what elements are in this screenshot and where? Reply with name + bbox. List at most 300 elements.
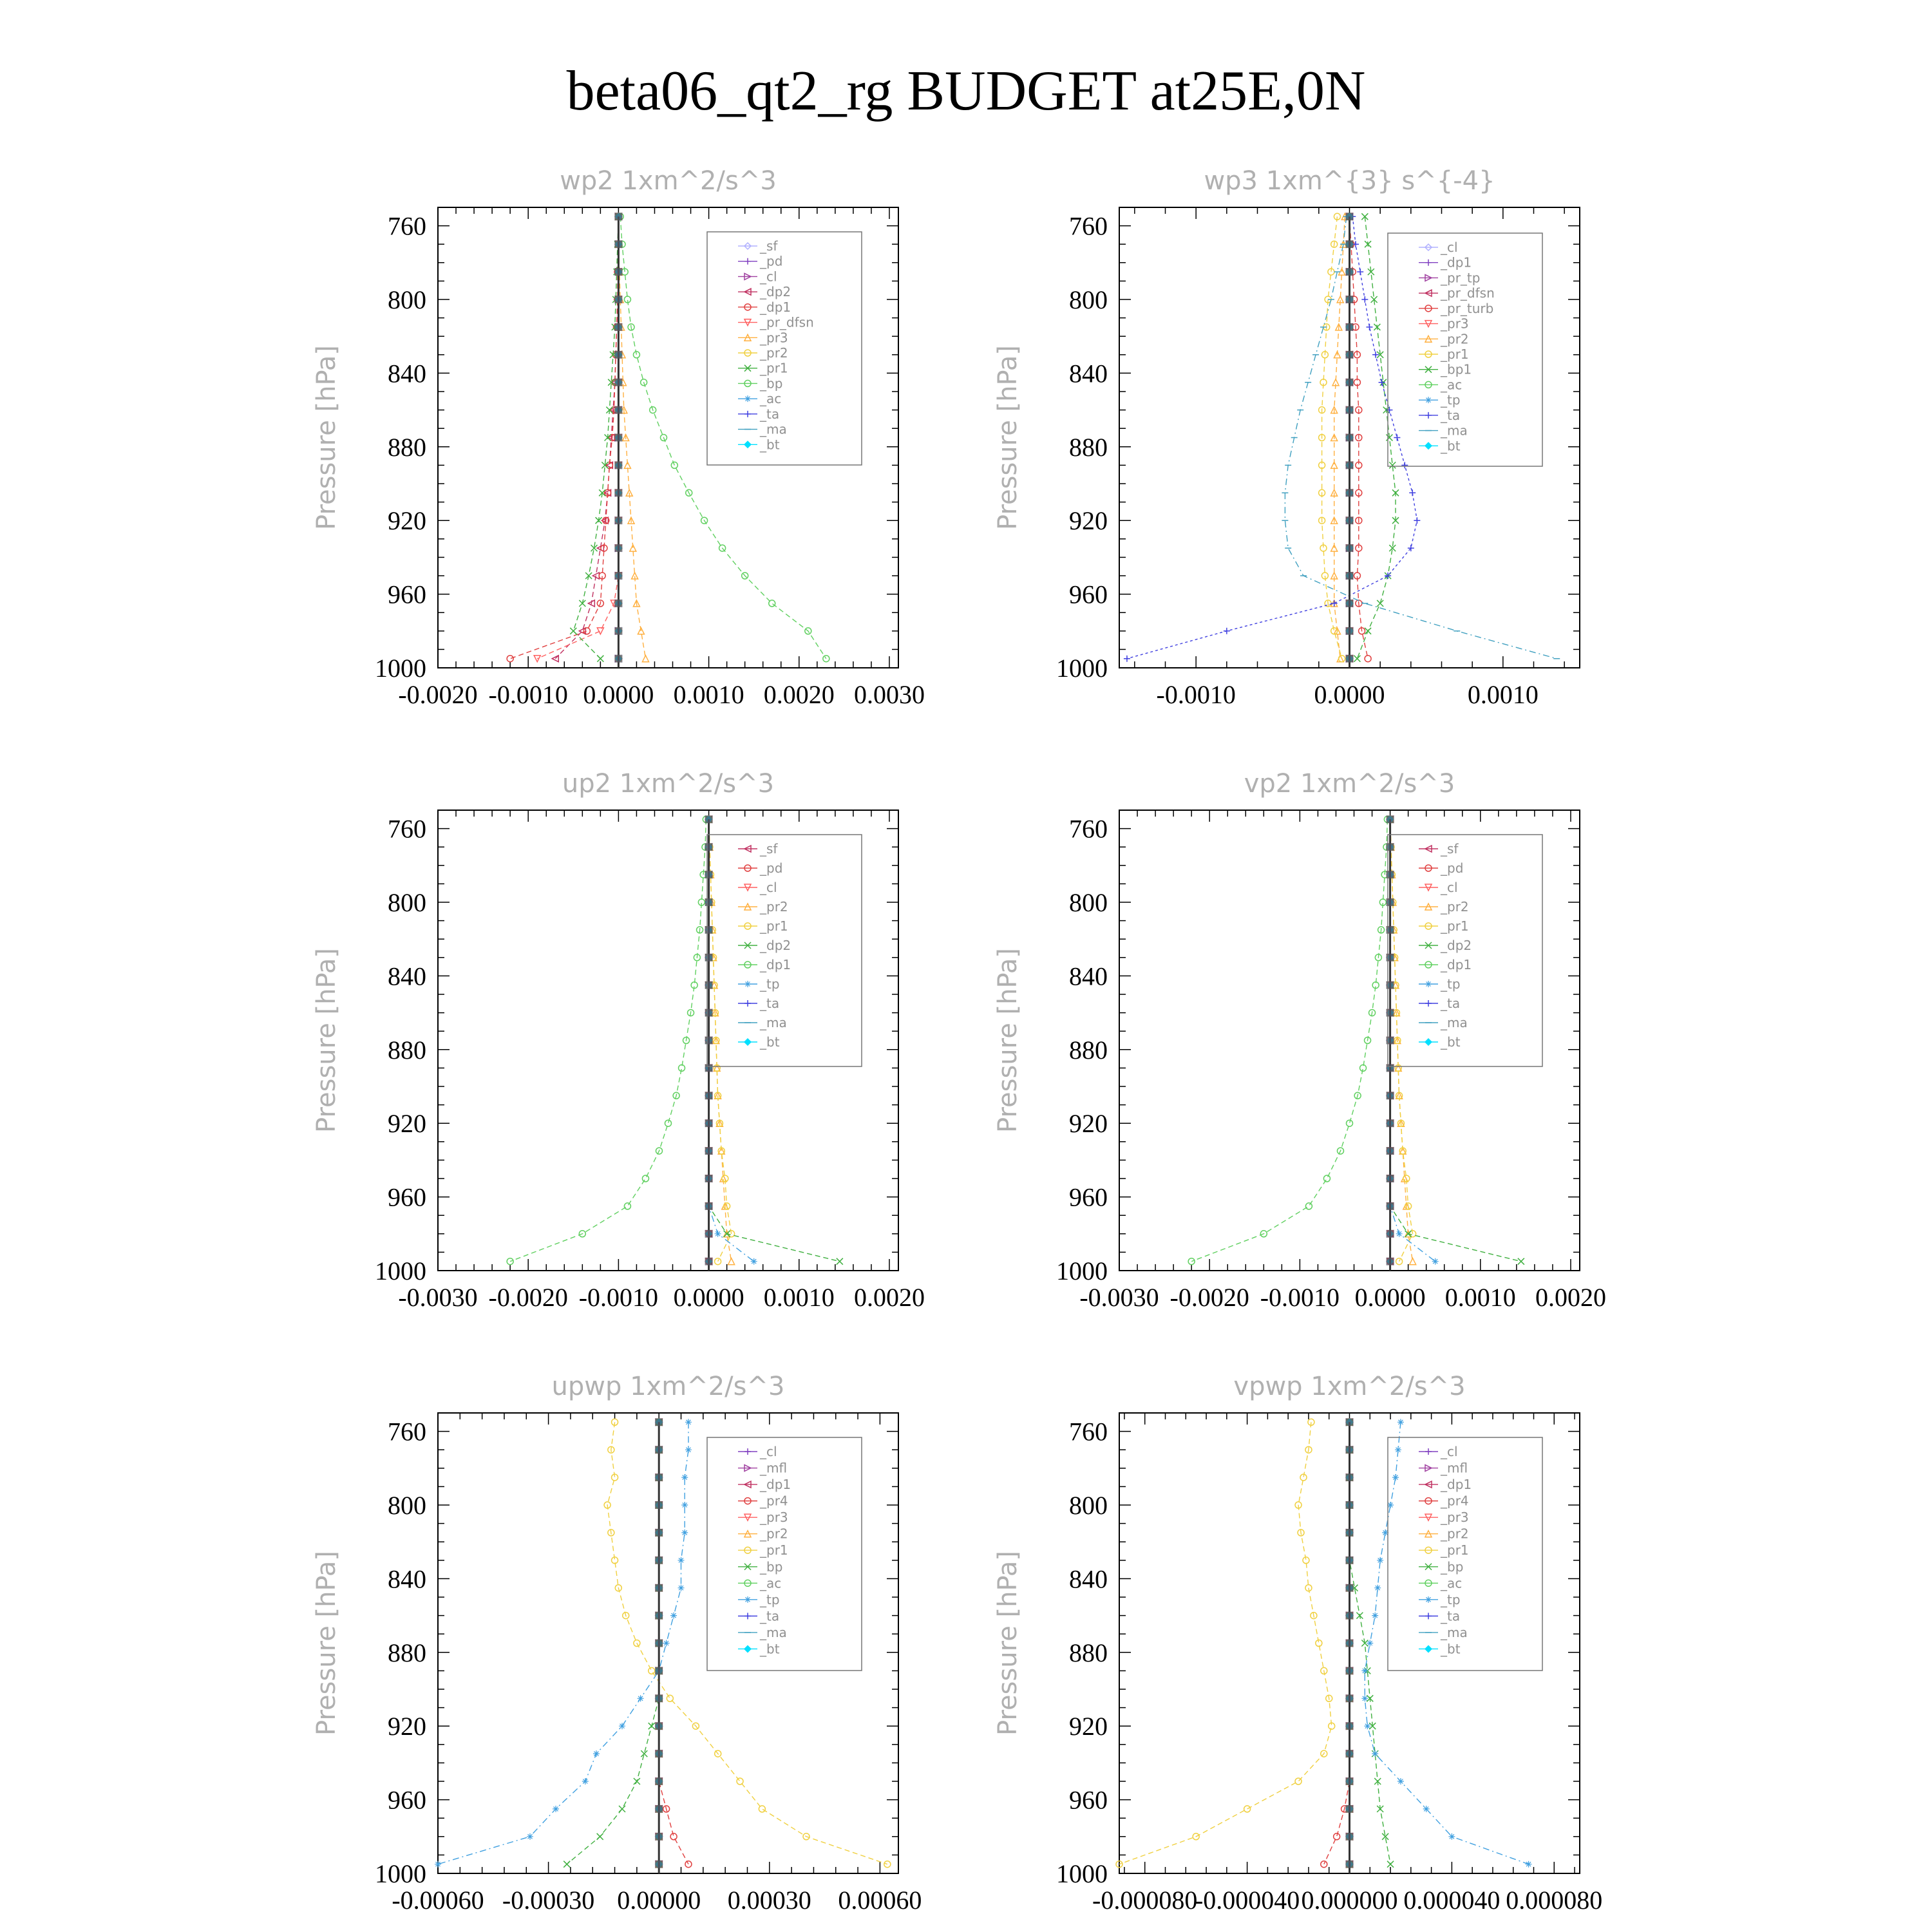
data-point [1526,1861,1532,1868]
legend-marker [1425,397,1432,403]
legend-label: _ac [760,1575,782,1591]
data-point [633,352,639,358]
legend-label: _dp2 [760,284,791,300]
panel-title: wp3 1xm^{3} s^{-4} [1204,166,1495,196]
data-point [1409,489,1416,496]
legend-label: _cl [760,880,777,895]
legend-marker [744,258,751,265]
series-line [607,1422,887,1864]
data-point [553,1806,559,1812]
legend [707,232,862,465]
legend [1388,233,1542,466]
legend-label: _ac [1441,377,1463,393]
series-dp1 [1188,816,1390,1264]
panel-title: wp2 1xm^2/s^3 [560,166,777,196]
zero-marker [705,981,713,989]
y-tick-label: 920 [388,1109,426,1139]
legend-label: _dp1 [1441,254,1472,270]
x-tick-label: -0.0020 [398,680,478,709]
zero-marker [705,1175,713,1182]
zero-marker [655,1640,663,1647]
legend [1388,1437,1542,1671]
zero-marker [1346,1694,1354,1702]
zero-marker [1346,323,1354,331]
legend-label: _pr1 [1441,346,1469,362]
y-axis-label: Pressure [hPa] [312,948,341,1133]
data-point [685,1446,692,1453]
data-point [667,1695,673,1701]
zero-marker [1346,1612,1354,1620]
data-point [1372,1613,1378,1619]
zero-marker [705,1119,713,1127]
data-point [1377,1557,1383,1564]
legend-label: _bt [1441,438,1461,454]
series-bp [564,1419,662,1867]
legend-marker [1425,1038,1432,1046]
panel-title: up2 1xm^2/s^3 [562,769,775,799]
zero-marker [614,627,622,635]
series-line [620,216,826,658]
data-point [769,600,775,607]
zero-marker [614,461,622,469]
legend-label: _bt [1441,1034,1461,1050]
legend-marker [1425,1448,1432,1455]
legend-marker [1425,412,1432,419]
zero-marker [1346,1584,1354,1592]
data-point [1392,1474,1399,1481]
legend-label: _ma [1441,1015,1468,1030]
legend-label: _bp [1441,1558,1464,1575]
zero-marker [705,1009,713,1017]
x-tick-label: 0.0010 [1444,1283,1516,1312]
data-point [685,1419,692,1425]
legend-label: _ta [1441,1608,1461,1624]
panel-title: vpwp 1xm^2/s^3 [1233,1372,1466,1401]
zero-marker [655,1667,663,1674]
zero-marker [1346,1861,1354,1868]
zero-marker [1387,1092,1394,1099]
zero-marker [655,1750,663,1757]
y-tick-label: 840 [1069,1564,1108,1594]
zero-marker [655,1777,663,1785]
data-point [1366,324,1372,330]
legend-label: _ac [760,391,782,407]
data-point [670,1833,677,1840]
legend-label: _dp1 [1441,957,1472,972]
legend-label: _pr3 [760,330,788,346]
data-point [678,1557,685,1564]
legend-label: _tp [760,976,780,992]
zero-marker [614,323,622,331]
legend [1388,835,1542,1066]
legend-label: _pr2 [1441,1526,1469,1542]
legend-label: _pr3 [1441,1510,1469,1526]
y-tick-label: 920 [388,506,426,536]
legend-marker [1425,1596,1432,1603]
zero-marker [655,1418,663,1426]
data-point [1410,1258,1416,1265]
x-tick-label: 0.0020 [1535,1283,1606,1312]
data-point [1323,1175,1330,1182]
legend-marker [744,1596,751,1603]
x-tick-label: -0.0010 [488,680,568,709]
x-tick-label: 0.0000 [1354,1283,1426,1312]
zero-marker [614,655,622,663]
legend-label: _tp [1441,392,1461,408]
zero-marker [705,1147,713,1155]
data-point [582,1778,589,1785]
series-pr1 [570,213,621,661]
y-tick-label: 1000 [375,1256,426,1285]
data-point [1295,1778,1302,1785]
y-tick-label: 880 [388,432,426,462]
data-point [1387,1861,1394,1868]
legend-label: _pr_dfsn [1441,285,1495,301]
data-point [624,462,630,468]
y-tick-label: 880 [388,1638,426,1667]
data-point [593,1750,600,1757]
legend-label: _dp1 [1441,1477,1472,1493]
legend-label: _mfl [1441,1460,1468,1476]
data-point [564,1861,570,1868]
zero-marker [614,268,622,276]
zero-marker [1346,268,1354,276]
legend-label: _ta [1441,407,1461,423]
zero-marker [1387,1230,1394,1238]
legend-label: _bt [760,437,780,453]
x-tick-label: 0.0010 [763,1283,835,1312]
series-line [1127,216,1417,658]
zero-marker [1346,600,1354,607]
series-line [510,819,706,1261]
zero-marker [655,1501,663,1509]
data-point [597,1833,603,1840]
x-tick-label: -0.0020 [1170,1283,1249,1312]
legend-label: _tp [760,1591,780,1607]
chart-panel-vpwp [993,1372,1602,1915]
y-tick-label: 760 [388,814,426,844]
x-tick-label: 0.0030 [853,680,925,709]
y-tick-label: 960 [388,580,426,609]
y-axis-label: Pressure [hPa] [993,1551,1023,1736]
data-point [1321,1861,1327,1868]
zero-marker [655,1722,663,1730]
zero-marker [705,815,713,823]
legend-label: _dp1 [760,299,791,315]
data-point [1361,1667,1368,1674]
legend-label: _dp2 [1441,938,1472,953]
y-tick-label: 880 [1069,1035,1108,1065]
zero-marker [1346,1501,1354,1509]
legend-label: _pd [760,253,783,269]
data-point [1334,1833,1340,1840]
data-point [527,1833,533,1840]
plot-frame [438,207,898,668]
data-point [642,1175,649,1182]
legend-marker [744,395,751,402]
y-tick-label: 800 [388,888,426,917]
data-point [507,656,513,662]
legend-label: _bt [1441,1641,1461,1657]
zero-marker [614,406,622,414]
x-tick-label: 0.00060 [838,1886,922,1915]
legend-label: _bt [760,1034,780,1050]
panel-title: vp2 1xm^2/s^3 [1244,769,1455,799]
data-point [751,1258,757,1265]
zero-marker [1346,572,1354,580]
y-tick-label: 840 [1069,961,1108,991]
series-pr1 [1116,1419,1335,1867]
data-point [1361,1695,1368,1701]
data-point [1305,1203,1312,1209]
data-point [884,1861,891,1868]
zero-marker [1346,351,1354,359]
zero-marker [705,1258,713,1265]
zero-marker [1346,1529,1354,1537]
series-line [1119,1422,1332,1864]
y-tick-label: 920 [1069,506,1108,536]
y-tick-label: 760 [1069,211,1108,241]
y-tick-label: 1000 [375,654,426,683]
y-tick-label: 760 [1069,814,1108,844]
data-point [737,1778,743,1785]
x-tick-label: -0.0030 [1079,1283,1159,1312]
x-tick-label: 0.0000 [673,1283,744,1312]
x-tick-label: -0.00030 [502,1886,595,1915]
zero-marker [1387,1119,1394,1127]
legend-label: _ta [760,1608,780,1624]
data-point [597,628,603,634]
legend-label: _sf [1441,841,1459,857]
zero-marker [655,1529,663,1537]
data-point [619,1723,625,1729]
legend-label: _cl [760,1444,777,1459]
zero-marker [1346,240,1354,248]
data-point [837,1258,843,1265]
zero-marker [1346,1833,1354,1841]
series-line [567,1422,659,1864]
y-tick-label: 920 [1069,1712,1108,1741]
data-point [597,656,603,662]
panel-title: upwp 1xm^2/s^3 [551,1372,785,1401]
y-tick-label: 760 [1069,1417,1108,1446]
zero-marker [655,1446,663,1454]
y-tick-label: 960 [1069,1182,1108,1212]
x-tick-label: -0.000080 [1092,1886,1198,1915]
zero-marker [655,1833,663,1841]
series-line [1191,819,1387,1261]
y-tick-label: 760 [388,211,426,241]
series-dp1 [507,213,621,661]
zero-marker [1346,296,1354,303]
data-point [1374,1585,1381,1591]
data-point [1224,628,1230,634]
zero-marker [614,240,622,248]
data-point [715,1231,721,1237]
legend-marker [1425,981,1432,987]
data-point [1372,1750,1378,1757]
chart-panel-up2 [312,769,925,1312]
legend-label: _bp [760,1558,783,1575]
data-point [1395,1446,1401,1453]
series-ma [1282,216,1560,658]
data-point [435,1861,441,1868]
legend-label: _pr1 [760,360,788,376]
legend-label: _cl [1441,1444,1458,1459]
legend-label: _ma [760,1015,787,1030]
data-point [1397,1778,1404,1785]
zero-marker [1346,1640,1354,1647]
series-line [1285,216,1557,658]
zero-marker [1346,655,1354,663]
x-tick-label: 0.000040 [1403,1886,1501,1915]
data-point [1401,462,1408,468]
legend-marker [744,440,752,448]
data-point [1124,656,1130,662]
legend-label: _cl [1441,240,1458,255]
legend-marker [1425,1000,1432,1007]
data-point [1365,628,1371,634]
x-tick-label: 0.0020 [853,1283,925,1312]
legend-label: _pr2 [760,345,788,361]
y-tick-label: 800 [388,285,426,314]
data-point [641,1750,647,1757]
y-axis-label: Pressure [hPa] [993,345,1023,530]
legend-label: _ma [760,1624,787,1640]
zero-marker [655,1805,663,1813]
zero-marker [1346,627,1354,635]
y-tick-label: 840 [388,359,426,388]
chart-panel-upwp [312,1372,922,1915]
zero-marker [655,1694,663,1702]
data-point [570,628,576,634]
x-tick-label: 0.0020 [763,680,835,709]
zero-marker [1346,406,1354,414]
data-point [624,1203,630,1209]
x-tick-label: -0.0010 [1260,1283,1340,1312]
data-point [1331,545,1338,551]
x-tick-label: -0.00060 [392,1886,484,1915]
zero-marker [614,379,622,386]
legend-label: _tp [1441,1591,1461,1607]
data-point [583,628,590,634]
legend-label: _pr2 [1441,899,1469,914]
legend-marker [1425,1645,1432,1653]
y-tick-label: 840 [388,961,426,991]
legend-label: _ma [1441,1624,1468,1640]
zero-marker [1346,516,1354,524]
legend-label: _mfl [760,1460,788,1476]
y-axis-label: Pressure [hPa] [312,345,341,530]
x-tick-label: -0.0010 [1156,680,1236,709]
x-tick-label: 0.00000 [617,1886,701,1915]
series-tp [1387,816,1439,1264]
legend-label: _dp1 [760,1477,791,1493]
chart-panel-vp2 [993,769,1606,1312]
y-axis-label: Pressure [hPa] [993,948,1023,1133]
data-point [1364,1723,1370,1729]
zero-marker [655,1473,663,1481]
y-tick-label: 880 [1069,432,1108,462]
series-tp [435,1419,692,1867]
legend-marker [744,411,751,417]
series-bp1 [1354,213,1399,661]
data-point [1423,1806,1430,1812]
zero-marker [1346,434,1354,442]
zero-marker [1346,489,1354,497]
x-tick-label: -0.0020 [488,1283,568,1312]
y-tick-label: 800 [1069,1491,1108,1520]
legend-marker [744,1448,751,1455]
data-point [823,656,829,662]
y-axis-label: Pressure [hPa] [312,1551,341,1736]
zero-marker [1346,1722,1354,1730]
data-point [663,1640,670,1647]
zero-marker [1346,1473,1354,1481]
data-point [681,1530,688,1536]
zero-marker [1387,1258,1394,1265]
zero-marker [1346,1750,1354,1757]
series-dp1 [507,816,709,1264]
legend-label: _ta [1441,996,1461,1011]
legend-label: _pr_turb [1441,300,1494,316]
zero-marker [1387,1202,1394,1210]
data-point [1354,656,1360,662]
zero-marker [1387,1175,1394,1182]
legend-label: _pr3 [1441,316,1469,332]
y-tick-label: 760 [388,1417,426,1446]
legend-label: _pd [760,860,783,876]
plot-frame [1119,810,1580,1271]
zero-marker [614,351,622,359]
y-tick-label: 800 [388,1491,426,1520]
y-tick-label: 1000 [1056,654,1108,683]
zero-marker [705,843,713,851]
zero-marker [705,1092,713,1099]
x-tick-label: 0.0000 [1314,680,1385,709]
legend-marker [744,1038,752,1046]
data-point [1365,656,1371,662]
legend-marker [744,1613,751,1619]
data-point [670,1613,677,1619]
data-point [1347,1120,1353,1126]
zero-marker [655,1584,663,1592]
zero-marker [614,544,622,552]
data-point [1518,1258,1524,1265]
data-point [665,1120,672,1126]
series-line [510,216,618,658]
data-point [1386,407,1392,413]
data-point [1377,600,1383,607]
data-point [1379,379,1385,386]
y-tick-label: 800 [1069,888,1108,917]
zero-marker [614,572,622,580]
legend-label: _bp [760,375,783,392]
zero-marker [1346,379,1354,386]
zero-marker [655,1612,663,1620]
chart-panel-wp2 [312,166,925,709]
data-point [507,1258,513,1265]
legend-label: _dp1 [760,957,791,972]
data-point [1357,269,1363,275]
y-tick-label: 960 [388,1182,426,1212]
zero-marker [705,871,713,878]
legend-label: _cl [1441,880,1458,895]
data-point [634,1778,640,1785]
data-point [649,1667,655,1674]
x-tick-label: 0.0010 [1467,680,1539,709]
legend-label: _pr_tp [1441,270,1481,286]
